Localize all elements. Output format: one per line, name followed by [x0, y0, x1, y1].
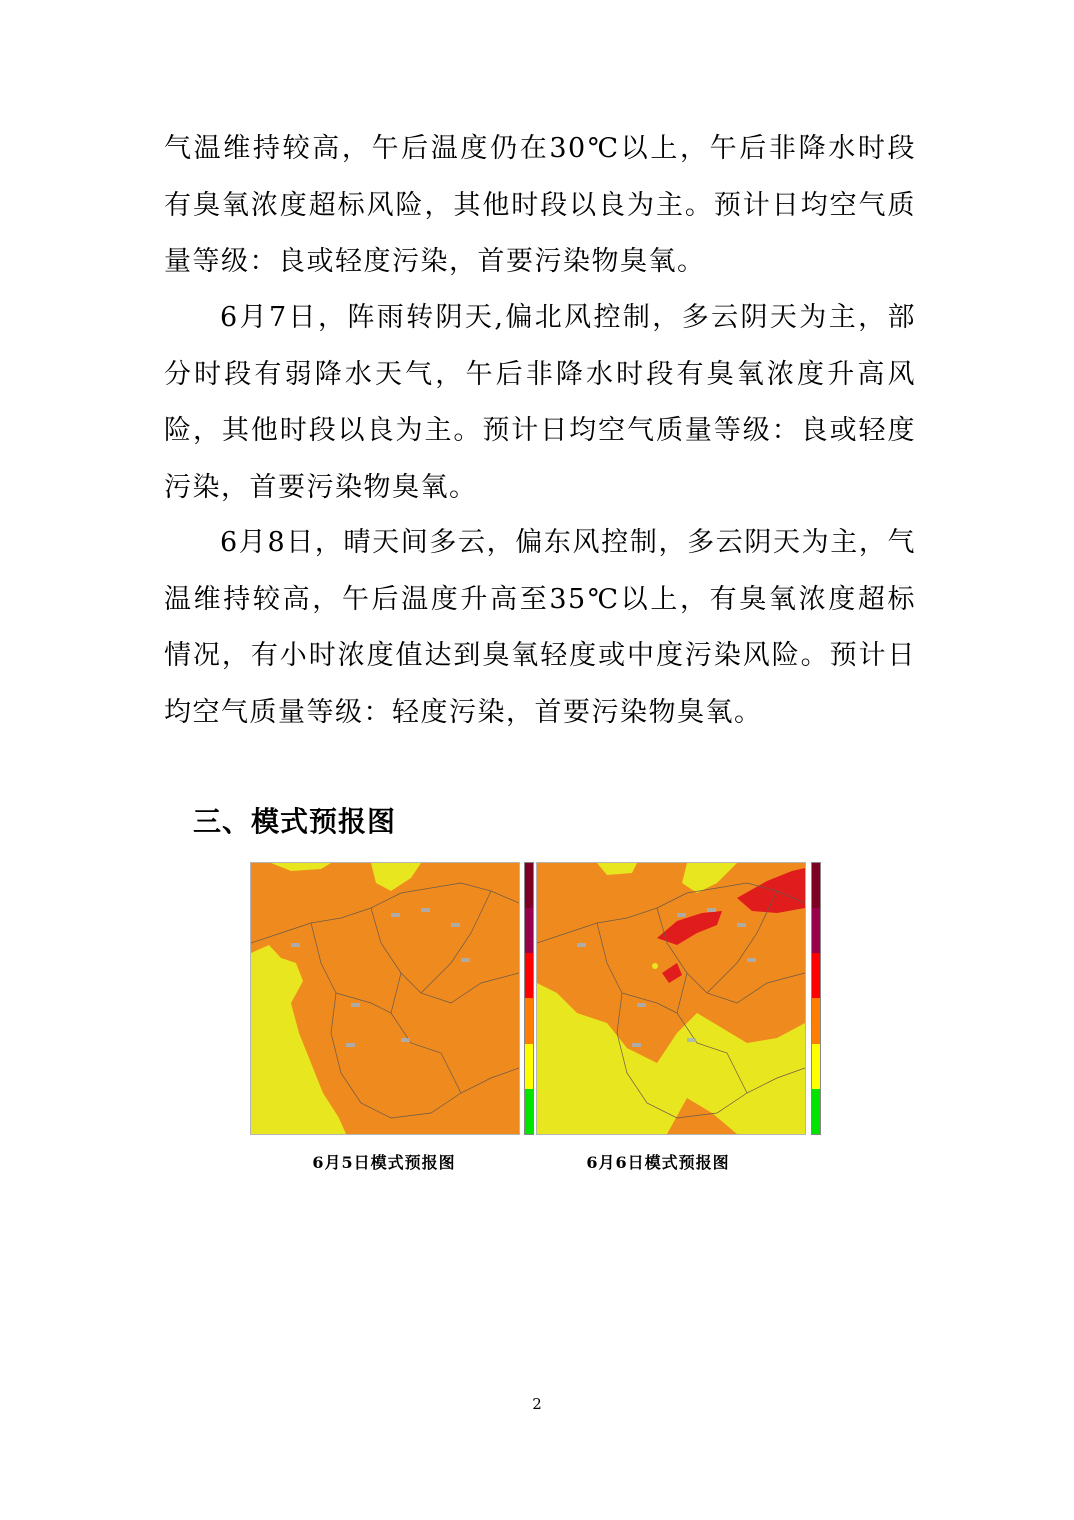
legend-swatch-heavy — [525, 908, 533, 953]
paragraph-1-text: 气温维持较高，午后温度仍在30℃以上，午后非降水时段有臭氧浓度超标风险，其他时段以良为主。预计日均空气质量等级：良或轻度污染，首要污染物臭氧。 — [164, 133, 916, 277]
aqi-legend-2 — [811, 862, 821, 1135]
paragraph-3-text: 6月8日，晴天间多云，偏东风控制，多云阴天为主，气温维持较高，午后温度升高至35℃以上，有臭氧浓度超标情况，有小时浓度值达到臭氧轻度或中度污染风险。预计日均空气质量等级：轻度污染，首要污染物臭氧。 — [164, 527, 916, 728]
forecast-map-june-6-image — [537, 863, 805, 1134]
aqi-legend-1 — [524, 862, 534, 1135]
yellow-patch — [259, 1056, 292, 1084]
paragraph-2 — [164, 290, 916, 516]
forecast-map-june-6 — [536, 862, 806, 1135]
legend-swatch-moderate — [812, 953, 820, 998]
figure-caption-2: 6月6日模式预报图 — [586, 1153, 730, 1172]
legend-swatch-excellent — [812, 1089, 820, 1134]
paragraph-2-text: 6月7日，阵雨转阴天,偏北风控制，多云阴天为主，部分时段有弱降水天气，午后非降水时段有臭氧浓度升高风险，其他时段以良为主。预计日均空气质量等级：良或轻度污染，首要污染物臭氧。 — [164, 302, 916, 503]
forecast-map-june-5-image — [251, 863, 519, 1134]
section-heading: 三、模式预报图 — [193, 805, 397, 838]
legend-swatch-excellent — [525, 1089, 533, 1134]
legend-swatch-light — [525, 998, 533, 1044]
legend-swatch-good — [812, 1044, 820, 1089]
yellow-dot — [652, 963, 658, 969]
legend-swatch-good — [525, 1044, 533, 1089]
forecast-map-june-5 — [250, 862, 520, 1135]
legend-swatch-serious — [812, 863, 820, 908]
legend-swatch-light — [812, 998, 820, 1044]
paragraph-1 — [164, 121, 916, 291]
legend-swatch-heavy — [812, 908, 820, 953]
legend-swatch-serious — [525, 863, 533, 908]
legend-swatch-moderate — [525, 953, 533, 998]
page-number: 2 — [532, 1395, 542, 1413]
paragraph-3 — [164, 515, 916, 741]
figure-caption-1: 6月5日模式预报图 — [312, 1153, 456, 1172]
